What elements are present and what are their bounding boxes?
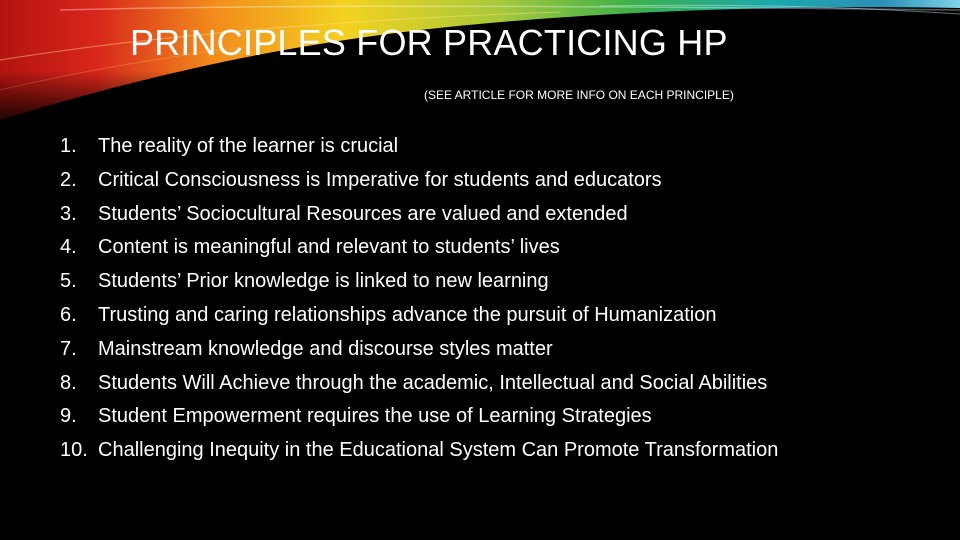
list-item	[60, 130, 778, 164]
list-item	[60, 400, 778, 434]
list-item	[60, 367, 778, 401]
list-item	[60, 434, 778, 468]
list-item	[60, 231, 778, 265]
list-item-text: Trusting and caring relationships advance the pursuit of Humanization	[98, 303, 717, 326]
list-item-text: Critical Consciousness is Imperative for students and educators	[98, 168, 662, 191]
list-item-text: Students’ Prior knowledge is linked to new learning	[98, 270, 549, 293]
list-item-text: Students Will Achieve through the academic, Intellectual and Social Abilities	[98, 371, 768, 394]
list-item-number: 2.	[60, 168, 77, 191]
list-item-number: 9.	[60, 405, 77, 428]
list-item	[60, 265, 778, 299]
list-item-number: 4.	[60, 236, 77, 259]
list-item-number: 5.	[60, 270, 77, 293]
list-item	[60, 198, 778, 232]
list-item	[60, 333, 778, 367]
list-item-text: Content is meaningful and relevant to students’ lives	[98, 236, 560, 259]
list-item-number: 1.	[60, 135, 77, 157]
list-item-text: The reality of the learner is crucial	[98, 135, 399, 157]
list-item-number: 8.	[60, 371, 77, 394]
list-item-text: Students’ Sociocultural Resources are valued and extended	[98, 202, 628, 225]
list-item-number: 3.	[60, 202, 77, 225]
list-item-text: Mainstream knowledge and discourse styles matter	[98, 337, 553, 360]
list-item-number: 10.	[60, 439, 88, 462]
list-item-number: 7.	[60, 337, 77, 360]
list-item-text: Student Empowerment requires the use of Learning Strategies	[98, 405, 652, 428]
list-item-number: 6.	[60, 303, 77, 326]
principles-list	[60, 130, 778, 468]
list-item	[60, 299, 778, 333]
rainbow-swoosh-banner	[0, 0, 960, 130]
slide-subtitle: (SEE ARTICLE FOR MORE INFO ON EACH PRINCIPLE)	[424, 88, 734, 102]
slide-title: PRINCIPLES FOR PRACTICING HP	[130, 22, 728, 63]
list-item	[60, 164, 778, 198]
list-item-text: Challenging Inequity in the Educational System Can Promote Transformation	[98, 439, 779, 462]
